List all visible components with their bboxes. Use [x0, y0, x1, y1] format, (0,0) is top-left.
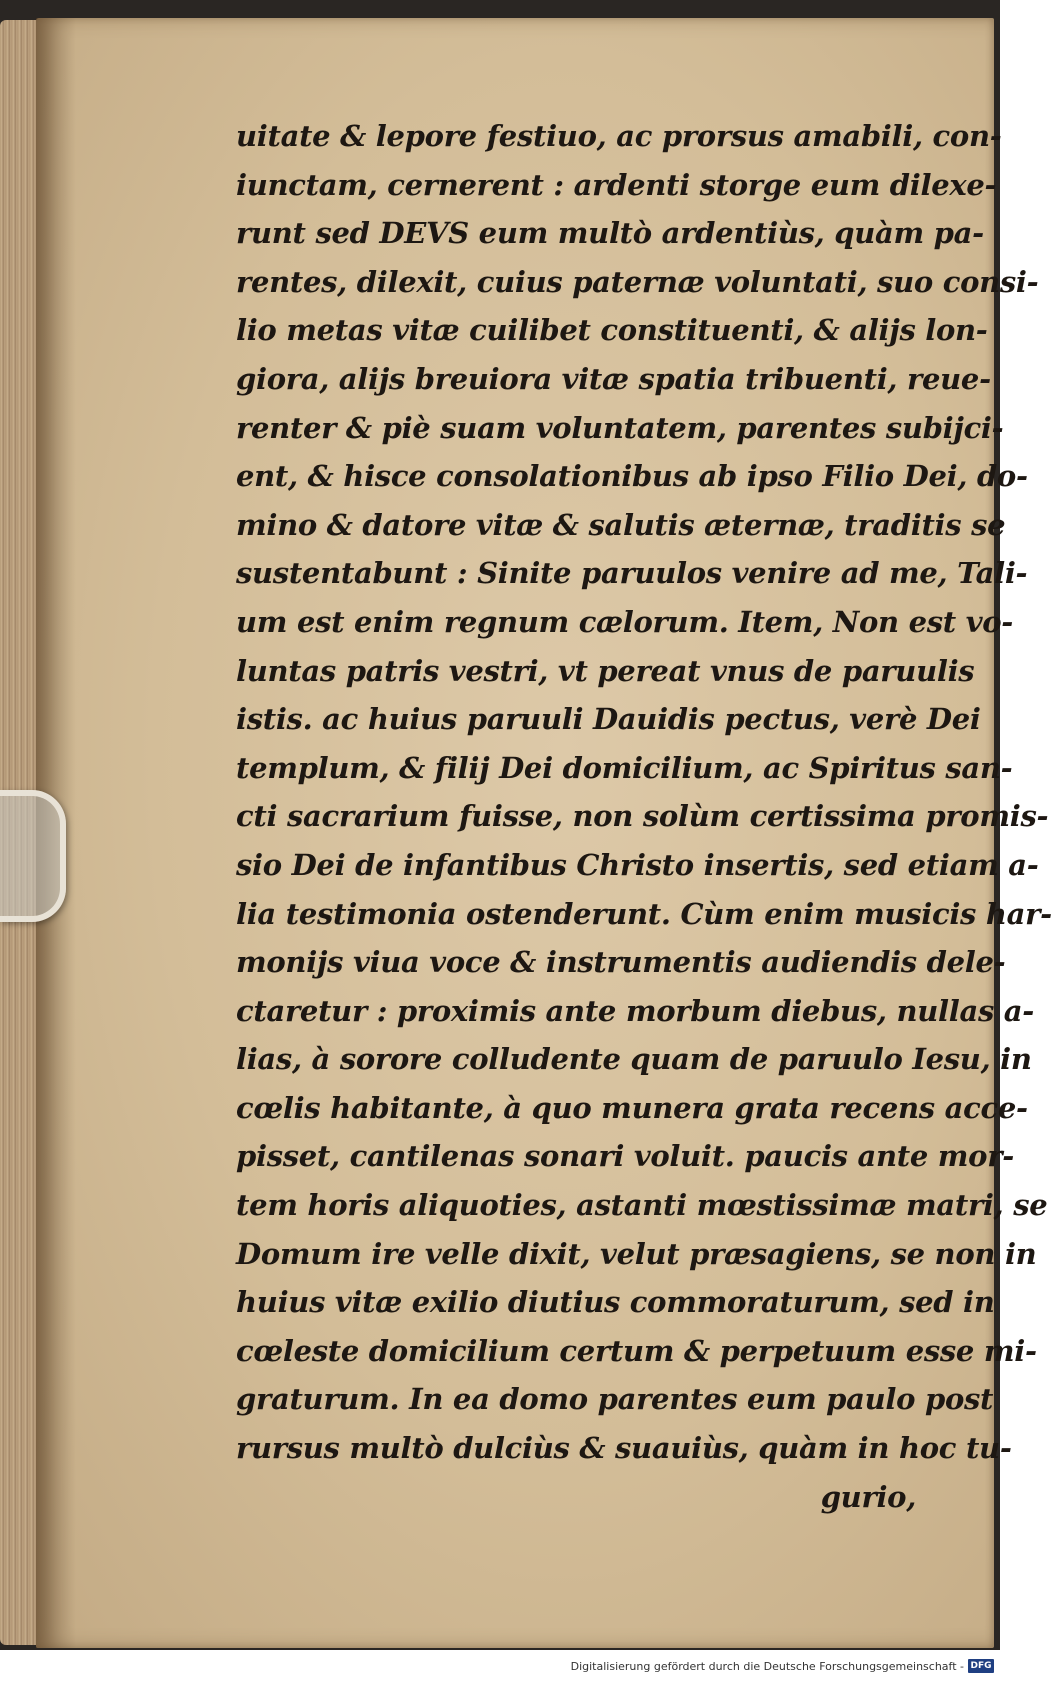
page-clip — [0, 790, 66, 922]
text-line: cti sacrarium fuisse, non solùm certissima promis- — [236, 799, 1049, 834]
text-line: Domum ire velle dixit, velut præsagiens, se non in — [236, 1236, 1037, 1271]
text-line: rentes, dilexit, cuius paternæ voluntati, suo consi- — [236, 264, 1039, 299]
text-line: cœleste domicilium certum & perpetuum esse mi- — [236, 1333, 1037, 1368]
text-line: pisset, cantilenas sonari voluit. paucis ante mor- — [236, 1139, 1014, 1174]
text-line: luntas patris vestri, vt pereat vnus de paruulis — [236, 653, 975, 688]
text-line: gurio, — [820, 1479, 916, 1514]
text-line: lia testimonia ostenderunt. Cùm enim musicis har- — [236, 896, 1052, 931]
text-line: runt sed DEVS eum multò ardentiùs, quàm pa- — [236, 216, 984, 251]
text-line: renter & piè suam voluntatem, parentes subijci- — [236, 410, 1004, 445]
text-line: graturum. In ea domo parentes eum paulo post — [236, 1382, 994, 1417]
text-line: ent, & hisce consolationibus ab ipso Filio Dei, do- — [236, 459, 1028, 494]
page-text-block — [236, 112, 1052, 1521]
text-line: giora, alijs breuiora vitæ spatia tribuenti, reue- — [236, 361, 991, 396]
footer-credit: Digitalisierung gefördert durch die Deutsche Forschungsgemeinschaft - — [570, 1660, 964, 1673]
text-line: istis. ac huius paruuli Dauidis pectus, verè Dei — [236, 702, 981, 737]
text-line: cœlis habitante, à quo munera grata recens acce- — [236, 1090, 1028, 1125]
text-line: tem horis aliquoties, astanti mœstissimæ matri, se — [236, 1188, 1048, 1223]
text-line: templum, & filij Dei domicilium, ac Spiritus san- — [236, 750, 1013, 785]
text-line: huius vitæ exilio diutius commoraturum, sed in — [236, 1285, 995, 1320]
text-line: iunctam, cernerent : ardenti storge eum dilexe- — [236, 167, 997, 202]
text-line: ctaretur : proximis ante morbum diebus, nullas a- — [236, 993, 1034, 1028]
text-line: rursus multò dulciùs & suauiùs, quàm in hoc tu- — [236, 1431, 1012, 1466]
text-line: uitate & lepore festiuo, ac prorsus amabili, con- — [236, 119, 1002, 153]
text-line: lio metas vitæ cuilibet constituenti, & alijs lon- — [236, 313, 988, 348]
text-line: monijs viua voce & instrumentis audiendis dele- — [236, 945, 1006, 980]
dfg-logo-icon: DFG — [968, 1659, 994, 1673]
text-line: sio Dei de infantibus Christo insertis, sed etiam a- — [236, 847, 1039, 882]
text-line: lias, à sorore colludente quam de paruulo Iesu, in — [236, 1042, 1032, 1077]
text-line: sustentabunt : Sinite paruulos venire ad me, Tali- — [236, 556, 1028, 591]
text-line: mino & datore vitæ & salutis æternæ, traditis se — [236, 507, 1006, 542]
text-line: um est enim regnum cælorum. Item, Non est vo- — [236, 604, 1014, 639]
